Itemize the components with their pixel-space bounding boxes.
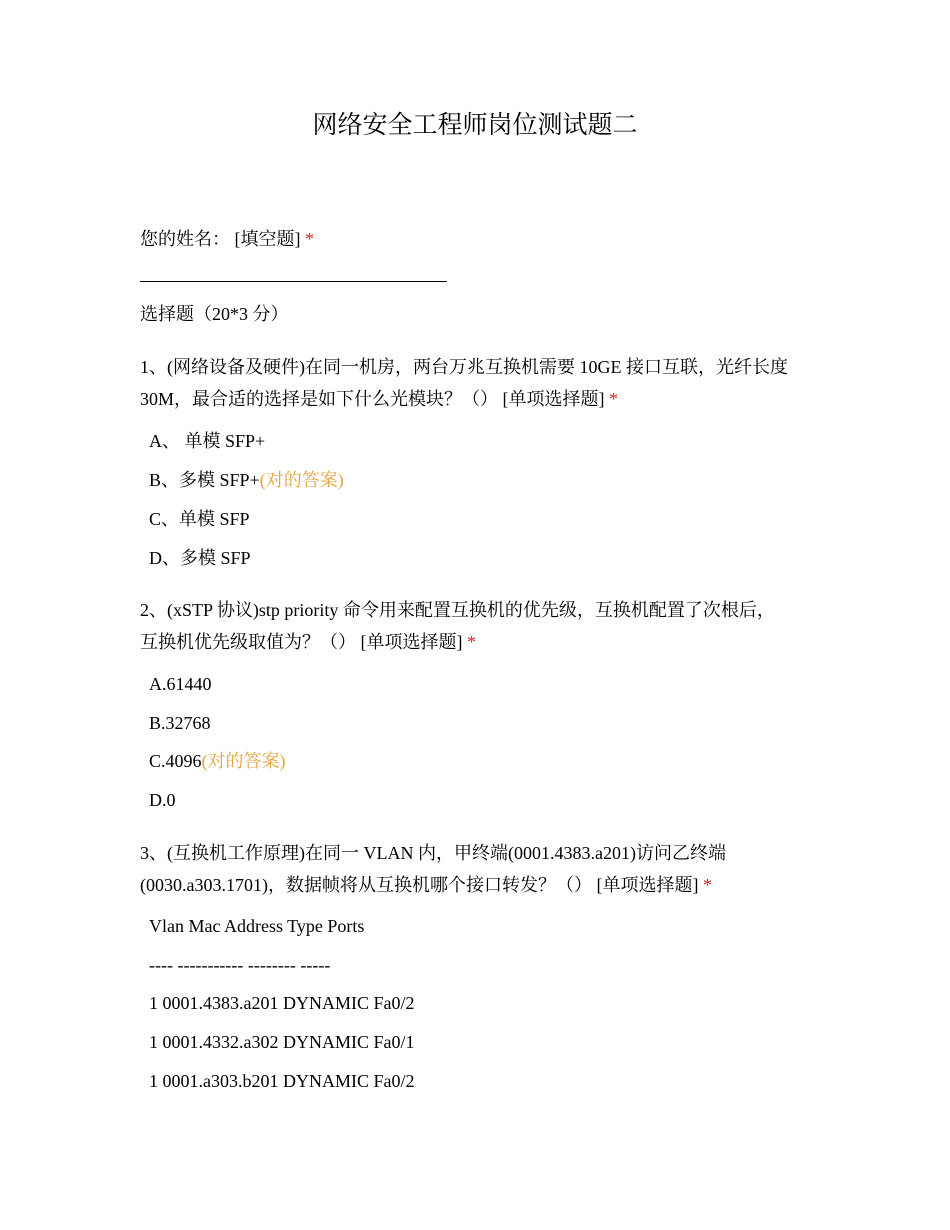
mac-table-header: Vlan Mac Address Type Ports: [149, 916, 365, 936]
correct-answer-note: (对的答案): [259, 470, 344, 490]
name-question: [140, 226, 314, 252]
page-title: 网络安全工程师岗位测试题二: [312, 112, 638, 139]
required-mark: *: [609, 389, 618, 409]
name-answer-blank[interactable]: [140, 281, 447, 282]
required-mark: *: [702, 875, 712, 895]
question-1-option-d[interactable]: D、多模 SFP: [149, 548, 251, 568]
mac-table-row: 1 0001.4383.a201 DYNAMIC Fa0/2: [149, 993, 415, 1013]
question-2-option-d[interactable]: D.0: [149, 790, 176, 810]
option-label: B、多模 SFP+: [149, 470, 260, 490]
question-2-option-c[interactable]: [149, 748, 286, 774]
question-1-option-c[interactable]: C、单模 SFP: [149, 509, 250, 529]
required-mark: *: [305, 229, 314, 249]
question-1-text-line2: [140, 386, 618, 412]
correct-answer-note: (对的答案): [201, 751, 286, 771]
question-2-text-line2: [140, 629, 476, 655]
question-1-option-a[interactable]: A、 单模 SFP+: [149, 431, 266, 451]
mac-table-divider: ---- ----------- -------- -----: [149, 955, 331, 975]
question-2-option-b[interactable]: B.32768: [149, 713, 211, 733]
question-2-option-a[interactable]: A.61440: [149, 674, 212, 694]
question-3-text-line1: 3、(互换机工作原理)在同一 VLAN 内，甲终端(0001.4383.a201)访问乙终端: [140, 843, 726, 863]
required-mark: *: [467, 632, 476, 652]
question-1-option-b[interactable]: [149, 467, 344, 493]
mac-table-row: 1 0001.4332.a302 DYNAMIC Fa0/1: [149, 1032, 415, 1052]
question-1-text-line1: 1、(网络设备及硬件)在同一机房，两台万兆互换机需要 10GE 接口互联，光纤长度: [140, 357, 788, 377]
question-3-text-line2: [140, 872, 712, 898]
section-heading: 选择题（20*3 分）: [140, 304, 289, 324]
question-2-text-line1: 2、(xSTP 协议)stp priority 命令用来配置互换机的优先级，互换机配置了次根后，: [140, 600, 775, 620]
question-1-text: 30M，最合适的选择是如下什么光模块？（） [单项选择题]: [140, 389, 605, 409]
question-3-text: (0030.a303.1701)，数据帧将从互换机哪个接口转发？（） [单项选择题]: [140, 875, 699, 895]
option-label: C.4096: [149, 751, 202, 771]
name-question-label: 您的姓名： [填空题]: [140, 229, 301, 249]
mac-table-row: 1 0001.a303.b201 DYNAMIC Fa0/2: [149, 1071, 415, 1091]
question-2-text: 互换机优先级取值为？（） [单项选择题]: [140, 632, 463, 652]
